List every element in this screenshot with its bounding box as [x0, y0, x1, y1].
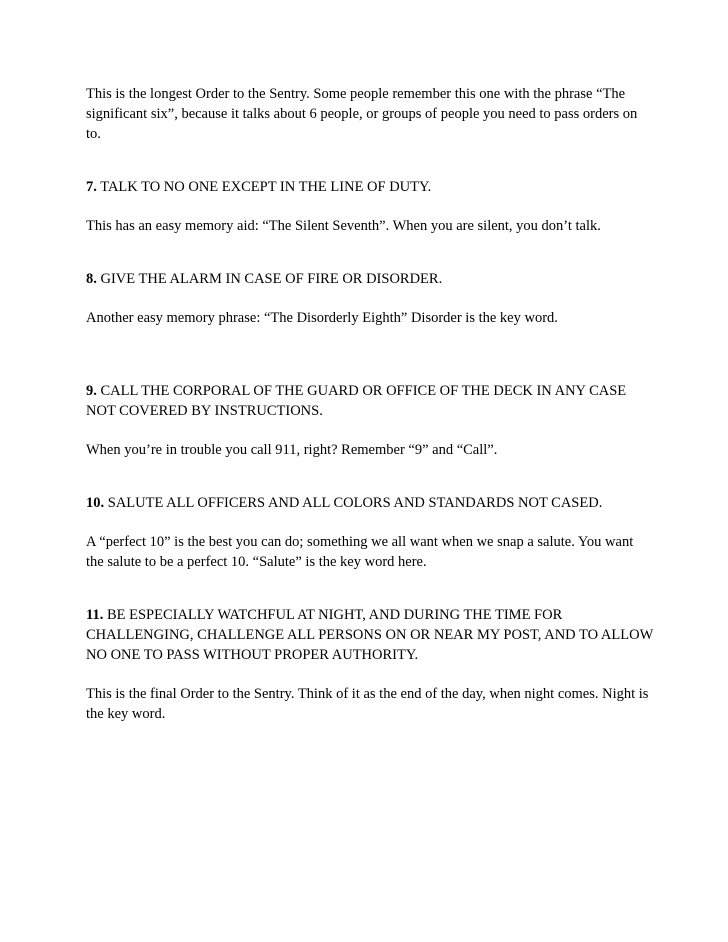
order-text: TALK TO NO ONE EXCEPT IN THE LINE OF DUTY.	[100, 179, 432, 195]
order-section-10	[86, 493, 654, 572]
document-page	[86, 84, 654, 724]
order-explanation: This is the final Order to the Sentry. Think of it as the end of the day, when night comes. Night is the key word.	[86, 686, 649, 722]
order-section-9	[86, 381, 654, 460]
order-explanation: When you’re in trouble you call 911, right? Remember “9” and “Call”.	[86, 442, 498, 458]
order-heading	[86, 605, 654, 665]
order-number: 8.	[86, 271, 97, 287]
order-heading	[86, 269, 654, 289]
order-number: 10.	[86, 495, 105, 511]
order-section-11	[86, 605, 654, 724]
order-heading	[86, 177, 654, 197]
order-section-7	[86, 177, 654, 236]
order-heading	[86, 493, 654, 513]
order-number: 9.	[86, 383, 97, 399]
order-number: 7.	[86, 179, 97, 195]
order-number: 11.	[86, 607, 104, 623]
order-explanation: A “perfect 10” is the best you can do; something we all want when we snap a salute. You want the salute to be a perfect 10. “Salute” is the key word here.	[86, 534, 634, 570]
order-heading	[86, 381, 654, 421]
intro-paragraph: This is the longest Order to the Sentry. Some people remember this one with the phrase “The significant six”, because it talks about 6 people, or groups of people you need to pass orders on to.	[86, 86, 638, 142]
order-explanation: This has an easy memory aid: “The Silent Seventh”. When you are silent, you don’t talk.	[86, 218, 601, 234]
order-text: BE ESPECIALLY WATCHFUL AT NIGHT, AND DURING THE TIME FOR CHALLENGING, CHALLENGE ALL PERSONS ON OR NEAR MY POST, AND TO ALLOW NO ONE TO PASS WITHOUT PROPER AUTHORITY.	[86, 607, 653, 663]
order-explanation: Another easy memory phrase: “The Disorderly Eighth” Disorder is the key word.	[86, 310, 558, 326]
order-section-8	[86, 269, 654, 328]
order-text: GIVE THE ALARM IN CASE OF FIRE OR DISORDER.	[100, 271, 443, 287]
order-text: CALL THE CORPORAL OF THE GUARD OR OFFICE OF THE DECK IN ANY CASE NOT COVERED BY INSTRUCTIONS.	[86, 383, 627, 419]
order-text: SALUTE ALL OFFICERS AND ALL COLORS AND STANDARDS NOT CASED.	[107, 495, 603, 511]
